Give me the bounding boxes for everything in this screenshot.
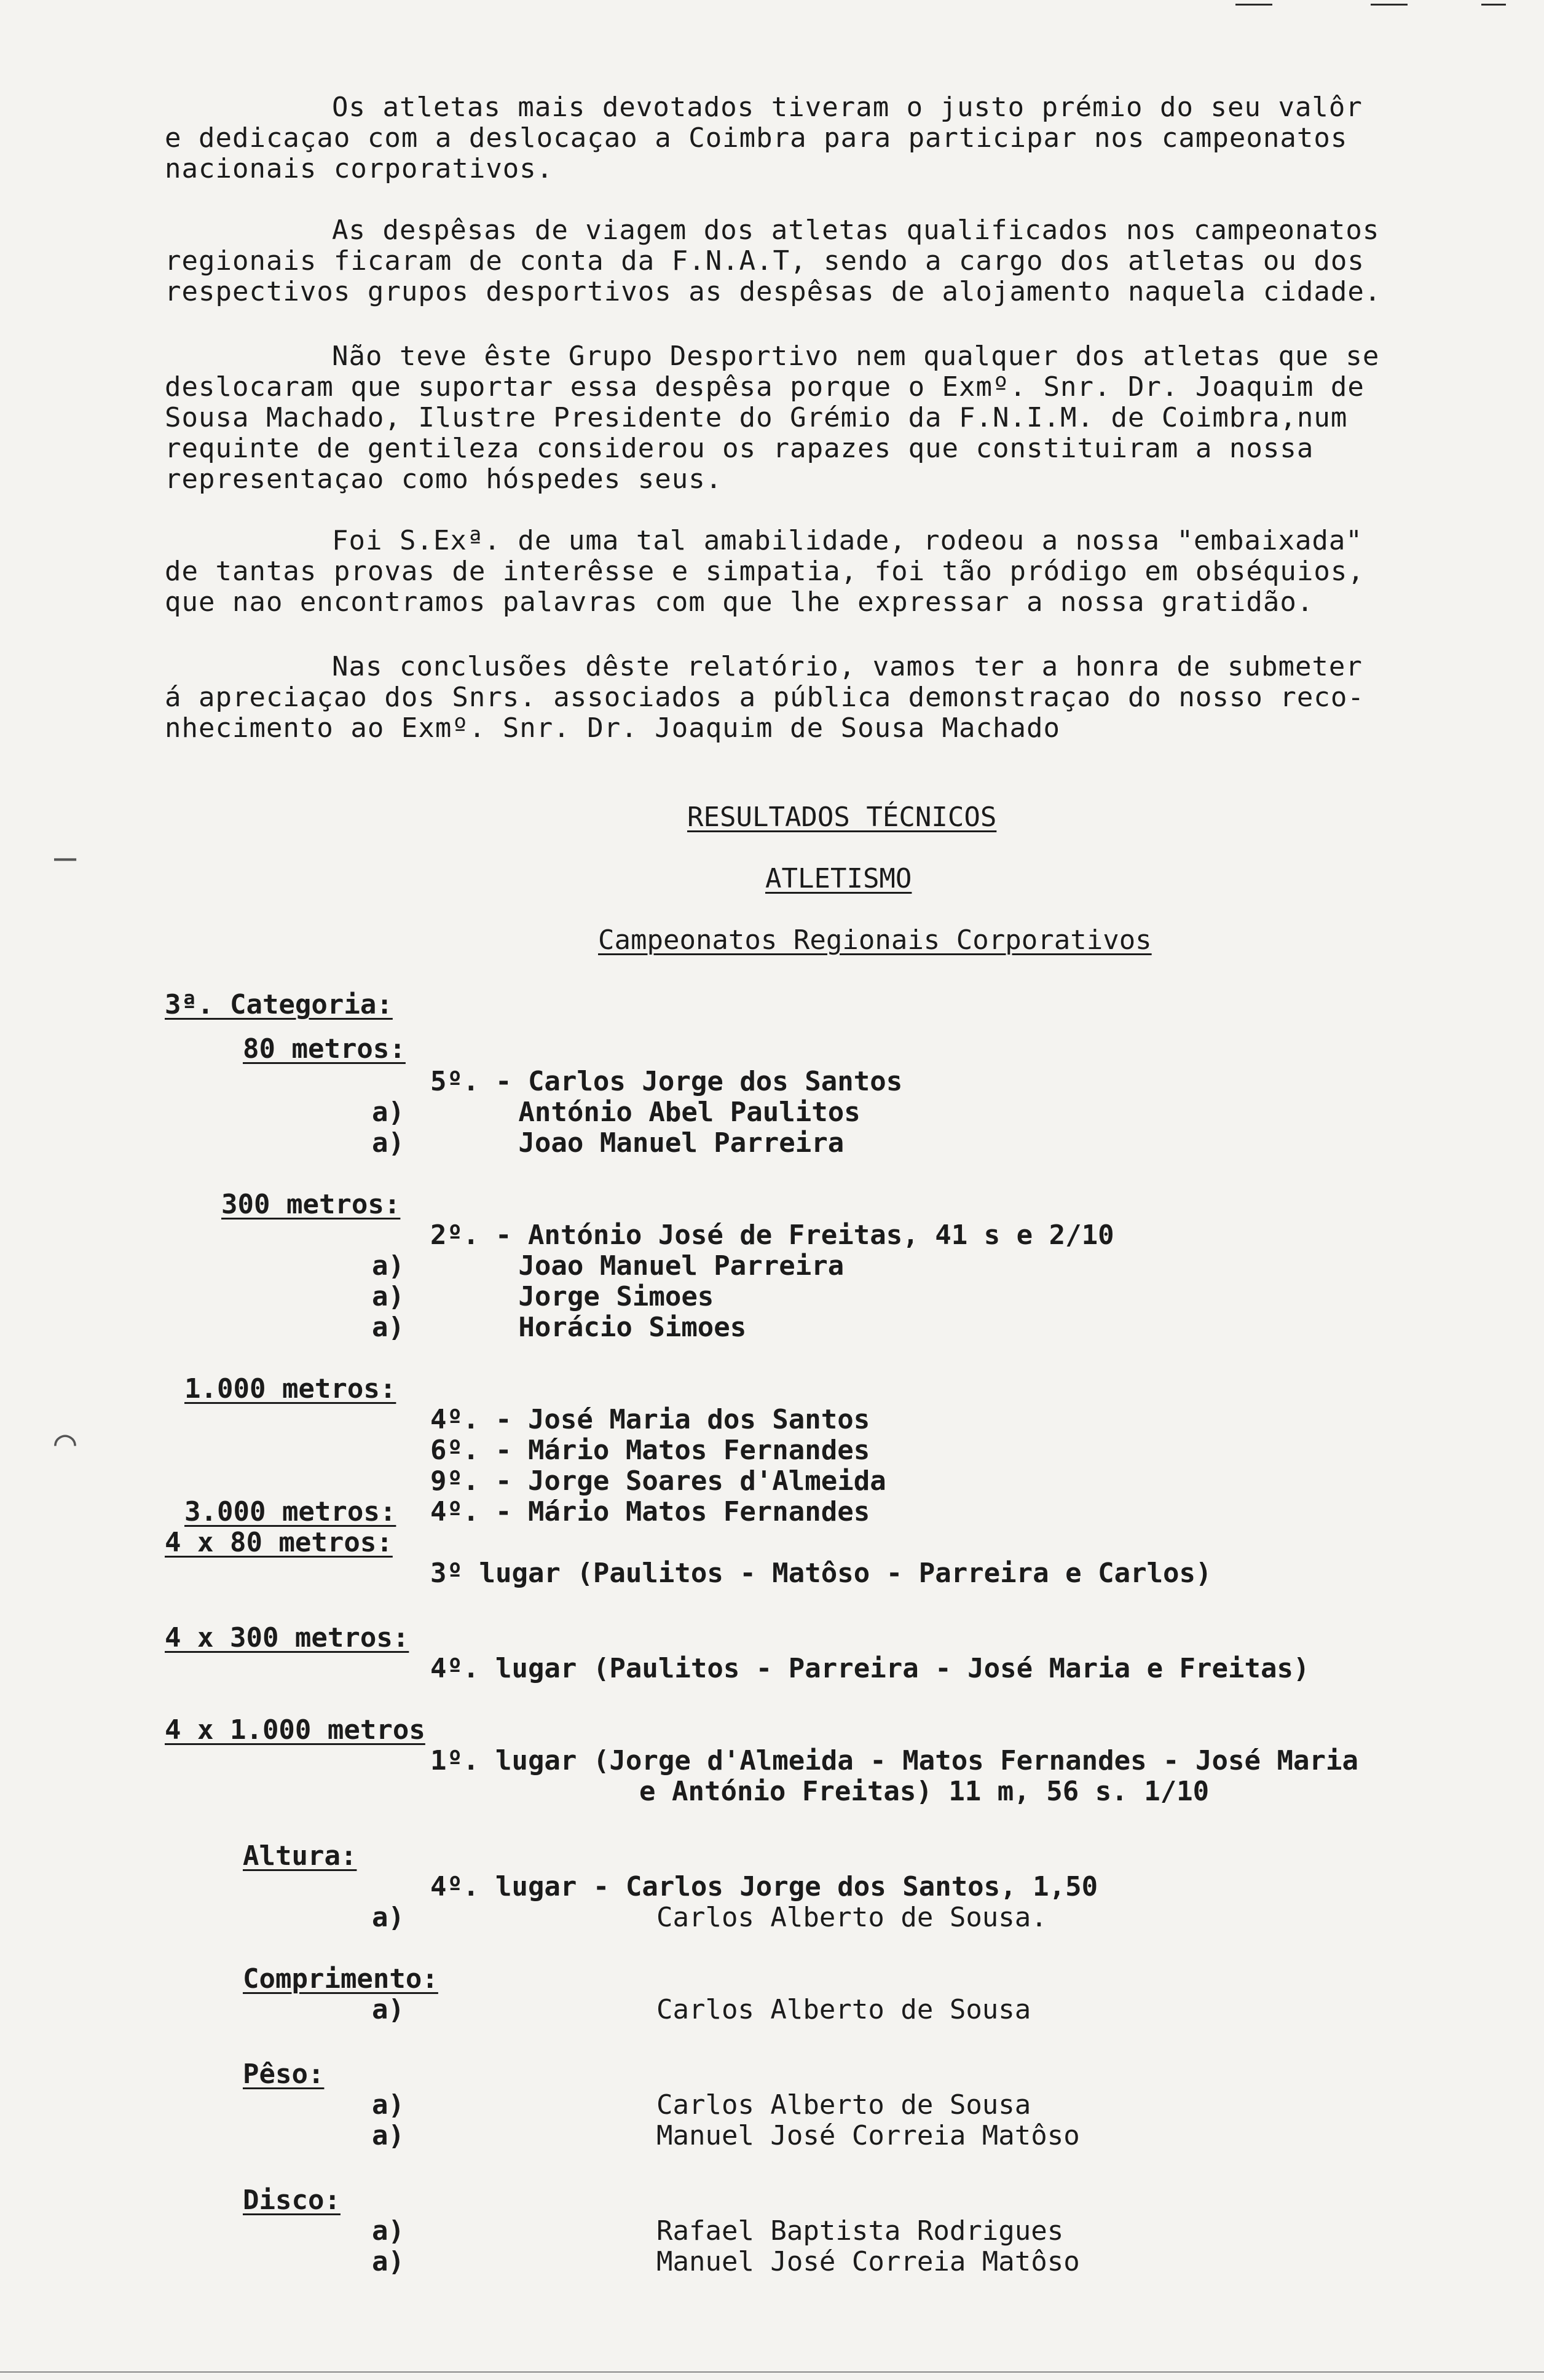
event-80m-label: 80 metros: — [243, 1033, 406, 1065]
event-altura-result-2: Carlos Alberto de Sousa. — [656, 1902, 1047, 1933]
relay-4x80-result: 3º lugar (Paulitos - Matôso - Parreira e Carlos) — [430, 1558, 1212, 1589]
top-edge-mark-1 — [1235, 4, 1272, 6]
event-1000m-result-1: 4º. - José Maria dos Santos — [430, 1404, 870, 1435]
relay-4x1000-label: 4 x 1.000 metros — [165, 1714, 425, 1746]
intro-p3-line1: Não teve êste Grupo Desportivo nem qualquer dos atletas que se — [332, 341, 1380, 372]
margin-mark-top: – — [54, 836, 77, 879]
event-disco-mark-1: a) — [372, 2215, 404, 2247]
event-300m-label: 300 metros: — [221, 1189, 401, 1220]
event-1000m-result-2: 6º. - Mário Matos Fernandes — [430, 1435, 870, 1466]
relay-4x1000-result-1: 1º. lugar (Jorge d'Almeida - Matos Fernandes - José Maria — [430, 1745, 1358, 1776]
event-peso-result-2: Manuel José Correia Matôso — [656, 2120, 1080, 2151]
intro-p1-line2: e dedicaçao com a deslocaçao a Coimbra para participar nos campeonatos — [165, 122, 1348, 154]
event-peso-result-1: Carlos Alberto de Sousa — [656, 2089, 1031, 2121]
relay-4x80-label: 4 x 80 metros: — [165, 1527, 393, 1558]
heading-atletismo: ATLETISMO — [765, 863, 912, 894]
event-altura-result-1: 4º. lugar - Carlos Jorge dos Santos, 1,50 — [430, 1871, 1098, 1902]
intro-p2-line1: As despêsas de viagem dos atletas qualificados nos campeonatos — [332, 215, 1380, 246]
event-3000m-result: 4º. - Mário Matos Fernandes — [430, 1496, 870, 1527]
relay-4x300-label: 4 x 300 metros: — [165, 1622, 409, 1653]
intro-p5-line2: á apreciaçao dos Snrs. associados a pública demonstraçao do nosso reco- — [165, 682, 1365, 713]
event-comprimento-result: Carlos Alberto de Sousa — [656, 1994, 1031, 2025]
heading-campeonatos-regionais: Campeonatos Regionais Corporativos — [598, 924, 1152, 956]
event-disco-label: Disco: — [243, 2185, 341, 2216]
margin-mark-bottom: ⌒ — [54, 1420, 77, 1463]
intro-p2-line2: regionais ficaram de conta da F.N.A.T, sendo a cargo dos atletas ou dos — [165, 245, 1365, 277]
top-edge-mark-2 — [1371, 4, 1408, 6]
intro-p5-line1: Nas conclusões dêste relatório, vamos ter a honra de submeter — [332, 651, 1363, 682]
event-comprimento-label: Comprimento: — [243, 1963, 438, 1995]
intro-p3-line5: representaçao como hóspedes seus. — [165, 463, 723, 495]
intro-p2-line3: respectivos grupos desportivos as despêsas de alojamento naquela cidade. — [165, 276, 1382, 307]
intro-p4-line3: que nao encontramos palavras com que lhe expressar a nossa gratidão. — [165, 586, 1314, 618]
event-disco-result-1: Rafael Baptista Rodrigues — [656, 2215, 1064, 2247]
event-1000m-result-3: 9º. - Jorge Soares d'Almeida — [430, 1465, 886, 1497]
event-comprimento-mark: a) — [372, 1994, 404, 2025]
relay-4x1000-result-2: e António Freitas) 11 m, 56 s. 1/10 — [639, 1776, 1210, 1807]
intro-p3-line3: Sousa Machado, Ilustre Presidente do Grémio da F.N.I.M. de Coimbra,num — [165, 402, 1348, 433]
bottom-edge-line — [0, 2371, 1544, 2373]
event-80m-result-2: a) António Abel Paulitos — [372, 1097, 861, 1128]
heading-resultados-tecnicos: RESULTADOS TÉCNICOS — [687, 802, 997, 833]
event-disco-mark-2: a) — [372, 2246, 404, 2277]
intro-p1-line3: nacionais corporativos. — [165, 153, 554, 184]
event-80m-result-3: a) Joao Manuel Parreira — [372, 1127, 845, 1159]
intro-p3-line2: deslocaram que suportar essa despêsa porque o Exmº. Snr. Dr. Joaquim de — [165, 371, 1365, 403]
event-peso-label: Pêso: — [243, 2059, 325, 2090]
intro-p5-line3: nhecimento ao Exmº. Snr. Dr. Joaquim de Sousa Machado — [165, 712, 1060, 744]
event-300m-result-3: a) Jorge Simoes — [372, 1281, 714, 1312]
event-peso-mark-2: a) — [372, 2120, 404, 2151]
intro-p3-line4: requinte de gentileza considerou os rapazes que constituiram a nossa — [165, 433, 1314, 464]
event-80m-result-1: 5º. - Carlos Jorge dos Santos — [430, 1066, 903, 1097]
intro-p1-line1: Os atletas mais devotados tiveram o justo prémio do seu valôr — [332, 92, 1363, 123]
event-1000m-label: 1.000 metros: — [184, 1373, 396, 1405]
event-300m-result-2: a) Joao Manuel Parreira — [372, 1250, 845, 1282]
relay-4x300-result: 4º. lugar (Paulitos - Parreira - José Maria e Freitas) — [430, 1653, 1310, 1684]
intro-p4-line1: Foi S.Exª. de uma tal amabilidade, rodeou a nossa "embaixada" — [332, 525, 1363, 556]
event-disco-result-2: Manuel José Correia Matôso — [656, 2246, 1080, 2277]
category-label: 3ª. Categoria: — [165, 989, 393, 1020]
top-edge-mark-3 — [1481, 4, 1506, 6]
event-altura-label: Altura: — [243, 1840, 357, 1872]
event-300m-result-1: 2º. - António José de Freitas, 41 s e 2/10 — [430, 1220, 1114, 1251]
event-altura-mark: a) — [372, 1902, 404, 1933]
event-peso-mark-1: a) — [372, 2089, 404, 2121]
intro-p4-line2: de tantas provas de interêsse e simpatia, foi tão pródigo em obséquios, — [165, 556, 1365, 587]
event-3000m-label: 3.000 metros: — [184, 1496, 396, 1527]
event-300m-result-4: a) Horácio Simoes — [372, 1312, 747, 1343]
